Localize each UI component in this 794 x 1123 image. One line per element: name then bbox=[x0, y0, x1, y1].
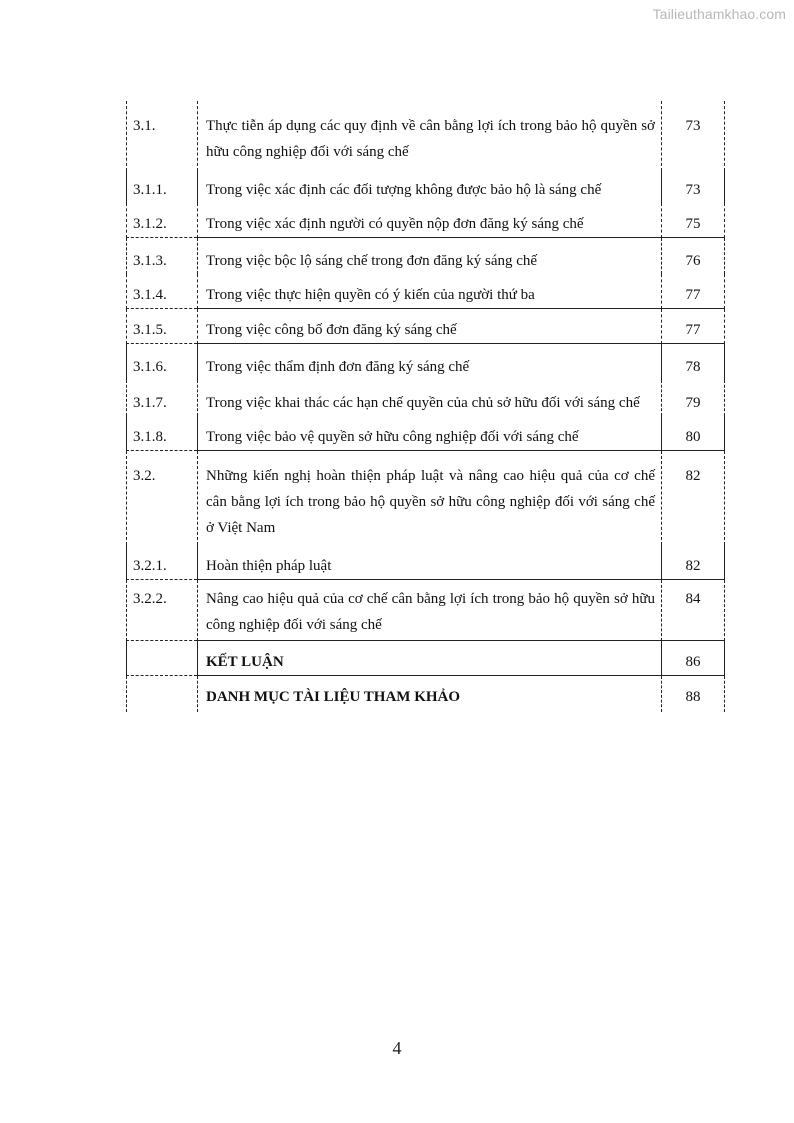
toc-page-number: 80 bbox=[661, 416, 725, 451]
toc-page-number: 84 bbox=[661, 580, 725, 641]
toc-section-title: Nâng cao hiệu quả của cơ chế cân bằng lợi ích trong bảo hộ quyền sở hữu công nghiệp đối với sáng chế bbox=[197, 580, 661, 641]
toc-section-number: 3.1.6. bbox=[126, 344, 197, 380]
toc-row bbox=[126, 451, 725, 545]
toc-section-title: Trong việc bảo vệ quyền sở hữu công nghiệp đối với sáng chế bbox=[197, 416, 661, 451]
table-of-contents bbox=[126, 101, 725, 712]
toc-row bbox=[126, 380, 725, 416]
toc-section-title: Những kiến nghị hoàn thiện pháp luật và nâng cao hiệu quả của cơ chế cân bằng lợi ích trong bảo hộ quyền sở hữu công nghiệp đối với sáng chế ở Việt Nam bbox=[197, 451, 661, 545]
toc-page-number: 88 bbox=[661, 676, 725, 712]
toc-page-number: 79 bbox=[661, 380, 725, 416]
toc-section-title: Trong việc công bố đơn đăng ký sáng chế bbox=[197, 309, 661, 344]
toc-page-number: 76 bbox=[661, 238, 725, 274]
toc-section-number: 3.1.8. bbox=[126, 416, 197, 451]
toc-row bbox=[126, 545, 725, 580]
toc-section-title: DANH MỤC TÀI LIỆU THAM KHẢO bbox=[197, 676, 661, 712]
toc-page-number: 73 bbox=[661, 101, 725, 171]
toc-row bbox=[126, 580, 725, 641]
toc-section-number: 3.1.1. bbox=[126, 171, 197, 203]
toc-section-number: 3.2. bbox=[126, 451, 197, 545]
page-number: 4 bbox=[392, 1038, 402, 1058]
toc-section-number bbox=[126, 676, 197, 712]
toc-row bbox=[126, 101, 725, 171]
toc-section-title: Trong việc thực hiện quyền có ý kiến của người thứ ba bbox=[197, 274, 661, 309]
toc-section-number: 3.1.7. bbox=[126, 380, 197, 416]
toc-section-number: 3.2.1. bbox=[126, 545, 197, 580]
toc-section-title: Trong việc thẩm định đơn đăng ký sáng chế bbox=[197, 344, 661, 380]
watermark-text: Tailieuthamkhao.com bbox=[652, 6, 786, 22]
toc-section-title: KẾT LUẬN bbox=[197, 641, 661, 676]
toc-row bbox=[126, 676, 725, 712]
toc-section-number: 3.1.4. bbox=[126, 274, 197, 309]
toc-row bbox=[126, 344, 725, 380]
toc-section-title: Thực tiễn áp dụng các quy định về cân bằng lợi ích trong bảo hộ quyền sở hữu công nghiệp đối với sáng chế bbox=[197, 101, 661, 171]
toc-section-number: 3.1.2. bbox=[126, 203, 197, 238]
toc-row bbox=[126, 274, 725, 309]
toc-section-title: Trong việc khai thác các hạn chế quyền của chủ sở hữu đối với sáng chế bbox=[197, 380, 661, 416]
toc-page-number: 77 bbox=[661, 309, 725, 344]
toc-section-title: Trong việc xác định các đối tượng không được bảo hộ là sáng chế bbox=[197, 171, 661, 203]
toc-page-number: 86 bbox=[661, 641, 725, 676]
toc-row bbox=[126, 641, 725, 676]
toc-row bbox=[126, 309, 725, 344]
toc-section-number: 3.1.3. bbox=[126, 238, 197, 274]
toc-page-number: 75 bbox=[661, 203, 725, 238]
toc-page-number: 73 bbox=[661, 171, 725, 203]
toc-section-title: Trong việc bộc lộ sáng chế trong đơn đăng ký sáng chế bbox=[197, 238, 661, 274]
toc-row bbox=[126, 203, 725, 238]
toc-section-title: Trong việc xác định người có quyền nộp đơn đăng ký sáng chế bbox=[197, 203, 661, 238]
toc-section-number: 3.1.5. bbox=[126, 309, 197, 344]
toc-row bbox=[126, 171, 725, 203]
toc-row bbox=[126, 416, 725, 451]
toc-section-number: 3.2.2. bbox=[126, 580, 197, 641]
toc-row bbox=[126, 238, 725, 274]
toc-section-title: Hoàn thiện pháp luật bbox=[197, 545, 661, 580]
toc-section-number: 3.1. bbox=[126, 101, 197, 171]
toc-page-number: 77 bbox=[661, 274, 725, 309]
toc-page-number: 78 bbox=[661, 344, 725, 380]
toc-page-number: 82 bbox=[661, 545, 725, 580]
toc-section-number bbox=[126, 641, 197, 676]
toc-page-number: 82 bbox=[661, 451, 725, 545]
